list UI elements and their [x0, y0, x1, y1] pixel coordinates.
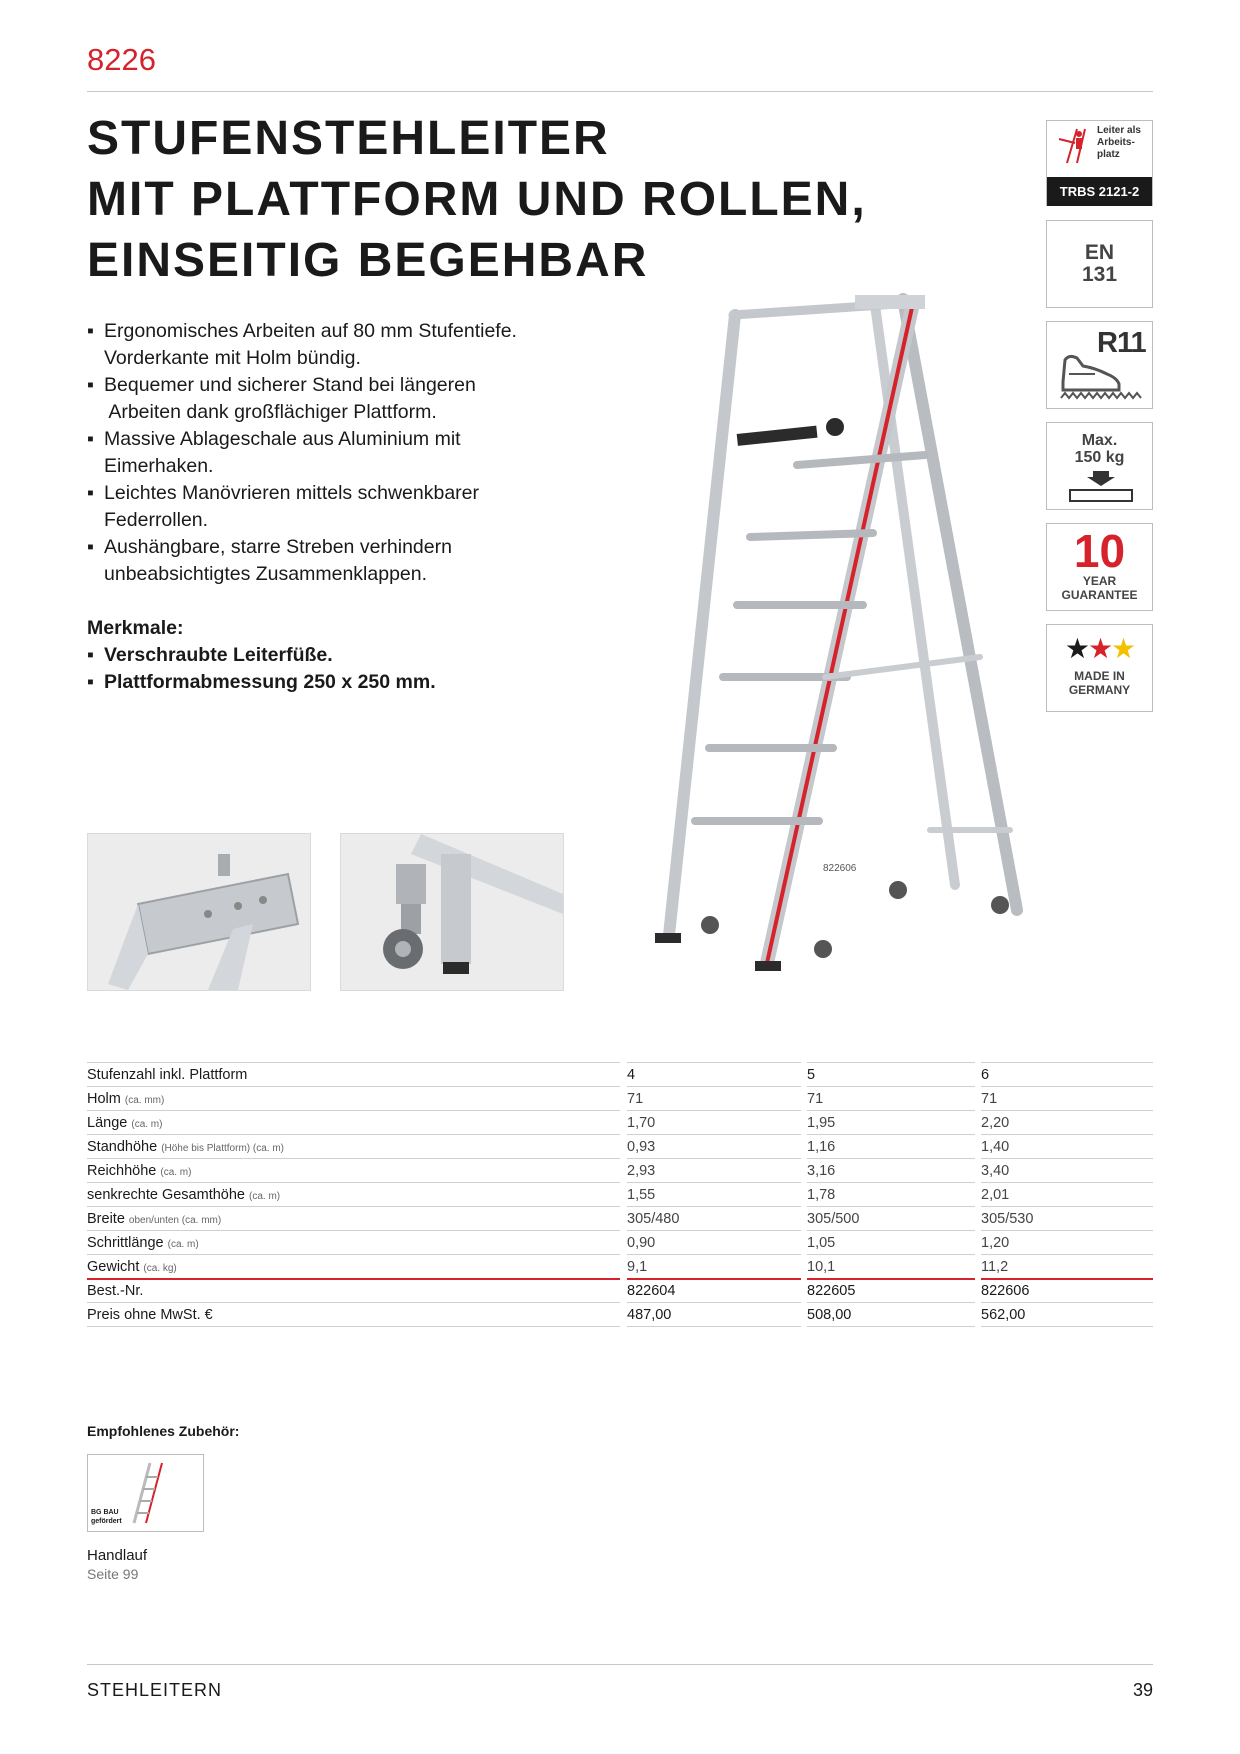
table-line	[981, 1110, 1153, 1111]
bg-bau-text: gefördert	[91, 1518, 122, 1525]
table-line	[87, 1182, 620, 1183]
table-row	[87, 1278, 1153, 1302]
cell-value: 71	[981, 1091, 998, 1107]
feature-text: Eimerhaken.	[104, 455, 214, 477]
cell-value: 10,1	[807, 1259, 836, 1275]
feature-text: unbeabsichtigtes Zusammenklappen.	[104, 563, 428, 585]
ladder-brand: HYMER	[807, 483, 826, 521]
unit-text: (ca. m)	[249, 1191, 281, 1202]
table-line	[981, 1134, 1153, 1135]
table-line	[627, 1230, 801, 1231]
cell-value: 11,2	[981, 1259, 1009, 1275]
trbs-label: TRBS 2121-2	[1047, 177, 1152, 206]
table-line	[627, 1158, 801, 1159]
guarantee-badge	[1046, 523, 1153, 611]
table-line	[981, 1206, 1153, 1207]
bullet: ▪	[87, 482, 94, 504]
price: 562,00	[981, 1307, 1026, 1323]
table-line	[981, 1182, 1153, 1183]
table-line	[627, 1182, 801, 1183]
label-text: Schrittlänge	[87, 1235, 164, 1251]
label-text: Best.-Nr.	[87, 1283, 144, 1299]
table-line	[807, 1278, 975, 1280]
product-image-label: 822606	[823, 863, 857, 874]
guarantee-years: 10	[1073, 525, 1126, 577]
row-label	[87, 1067, 247, 1083]
table-line	[807, 1230, 975, 1231]
feature-text: Massive Ablageschale aus Aluminium mit	[104, 428, 461, 450]
workplace-label	[1097, 125, 1141, 161]
cell-value: 1,55	[627, 1187, 656, 1203]
cell-value: 1,20	[981, 1235, 1010, 1251]
feature-text: Ergonomisches Arbeiten auf 80 mm Stufentiefe.	[104, 320, 517, 342]
workplace-badge	[1046, 120, 1153, 206]
bullet: ▪	[87, 320, 94, 342]
table-row	[87, 1230, 1153, 1254]
merkmale-heading: Merkmale:	[87, 617, 184, 639]
unit-text: (ca. kg)	[143, 1263, 177, 1274]
cell-value: 1,05	[807, 1235, 836, 1251]
page-number: 39	[1132, 1680, 1153, 1700]
table-line	[807, 1086, 975, 1087]
table-line	[87, 1206, 620, 1207]
table-line	[627, 1206, 801, 1207]
accessories-heading: Empfohlenes Zubehör:	[87, 1423, 240, 1439]
label-text: Breite	[87, 1211, 125, 1227]
row-label	[87, 1283, 143, 1299]
table-line	[87, 1230, 620, 1231]
bullet: ▪	[87, 644, 94, 666]
table-line	[981, 1254, 1153, 1255]
bg-bau-label	[91, 1508, 122, 1526]
table-line	[87, 1086, 620, 1087]
cell-value: 71	[807, 1091, 824, 1107]
table-line	[981, 1326, 1153, 1327]
unit-text: (ca. mm)	[124, 1095, 165, 1106]
bottom-divider	[87, 1664, 1153, 1665]
table-line	[807, 1206, 975, 1207]
star-icon: ★	[1111, 633, 1135, 664]
model-number: 8226	[87, 42, 156, 77]
cell-value: 305/500	[807, 1211, 860, 1227]
feature-text: Arbeiten dank großflächiger Plattform.	[104, 401, 437, 423]
merkmale-text: Plattformabmessung 250 x 250 mm.	[104, 671, 436, 693]
handlauf-thumbnail[interactable]	[87, 1454, 204, 1532]
row-label	[87, 1259, 177, 1275]
merkmale-text: Verschraubte Leiterfüße.	[104, 644, 333, 666]
safety-shoe-icon	[1055, 344, 1147, 406]
en131-badge	[1046, 220, 1153, 308]
platform-detail-image	[87, 833, 311, 991]
table-line	[627, 1134, 801, 1135]
merkmale-item	[87, 642, 436, 669]
table-line	[87, 1110, 620, 1111]
table-line	[981, 1302, 1153, 1303]
table-line	[87, 1326, 620, 1327]
workplace-label-line: platz	[1097, 149, 1120, 160]
feature-text: Bequemer und sicherer Stand bei längeren	[104, 374, 476, 396]
cell-value: 71	[627, 1091, 644, 1107]
table-line	[807, 1254, 975, 1255]
star-row	[1047, 635, 1152, 663]
table-row	[87, 1254, 1153, 1278]
platform-tray-illustration	[88, 834, 310, 990]
table-line	[87, 1158, 620, 1159]
table-line	[807, 1110, 975, 1111]
accessory-name: Handlauf	[87, 1547, 148, 1564]
cell-value: 305/530	[981, 1211, 1034, 1227]
castor-wheel-illustration	[341, 834, 563, 990]
table-line	[807, 1326, 975, 1327]
price: 508,00	[807, 1307, 852, 1323]
table-line	[981, 1086, 1153, 1087]
feature-text: Vorderkante mit Holm bündig.	[104, 347, 361, 369]
cell-value: 305/480	[627, 1211, 680, 1227]
en-label: EN	[1084, 241, 1115, 264]
merkmale-section	[87, 615, 436, 696]
max-label: Max.	[1081, 432, 1118, 449]
row-label	[87, 1139, 284, 1155]
table-line	[87, 1302, 620, 1303]
bullet: ▪	[87, 536, 94, 558]
accessory-page-ref[interactable]: Seite 99	[87, 1566, 139, 1582]
guarantee-label: YEAR	[1082, 574, 1117, 588]
germany-label: MADE IN	[1074, 669, 1125, 683]
cell-value: 0,90	[627, 1235, 656, 1251]
table-row	[87, 1158, 1153, 1182]
unit-text: (ca. m)	[167, 1239, 199, 1250]
unit-text: (ca. m)	[160, 1167, 192, 1178]
title-line-2: MIT PLATTFORM UND ROLLEN,	[87, 173, 867, 226]
label-text: Holm	[87, 1091, 121, 1107]
r11-badge	[1046, 321, 1153, 409]
order-number: 822605	[807, 1283, 856, 1299]
feature-text: Federrollen.	[104, 509, 209, 531]
r11-label: R11	[1097, 327, 1146, 359]
bullet: ▪	[87, 428, 94, 450]
title-line-3: EINSEITIG BEGEHBAR	[87, 234, 649, 287]
feature-item	[87, 480, 607, 534]
workplace-label-line: Arbeits-	[1097, 137, 1135, 148]
cell-value: 1,40	[981, 1139, 1010, 1155]
cell-value: 4	[627, 1067, 636, 1083]
max-load-badge	[1046, 422, 1153, 510]
feature-text: Leichtes Manövrieren mittels schwenkbarer	[104, 482, 479, 504]
title-line-1: STUFENSTEHLEITER	[87, 112, 610, 165]
cell-value: 2,93	[627, 1163, 656, 1179]
table-line	[627, 1302, 801, 1303]
feature-item	[87, 318, 607, 372]
row-label	[87, 1091, 164, 1107]
table-line	[627, 1086, 801, 1087]
table-line	[807, 1134, 975, 1135]
cell-value: 5	[807, 1067, 816, 1083]
label-text: senkrechte Gesamthöhe	[87, 1187, 245, 1203]
table-line	[87, 1278, 620, 1280]
table-line	[981, 1278, 1153, 1280]
table-line	[627, 1326, 801, 1327]
order-number: 822604	[627, 1283, 676, 1299]
row-label	[87, 1307, 213, 1323]
row-label	[87, 1163, 191, 1179]
star-icon: ★	[1064, 633, 1088, 664]
cell-value: 6	[981, 1067, 990, 1083]
table-line	[87, 1134, 620, 1135]
bg-bau-text: BG BAU	[91, 1509, 119, 1516]
cell-value: 0,93	[627, 1139, 656, 1155]
table-row	[87, 1062, 1153, 1086]
workplace-label-line: Leiter als	[1097, 125, 1141, 136]
row-label	[87, 1115, 162, 1131]
feature-list	[87, 318, 607, 588]
table-line	[807, 1182, 975, 1183]
table-line	[627, 1254, 801, 1255]
price: 487,00	[627, 1307, 672, 1323]
label-text: Gewicht	[87, 1259, 140, 1275]
product-title	[87, 108, 867, 291]
cell-value: 9,1	[627, 1259, 648, 1275]
table-line	[807, 1158, 975, 1159]
label-text: Reichhöhe	[87, 1163, 157, 1179]
unit-text: (ca. m)	[131, 1119, 163, 1130]
merkmale-item	[87, 669, 436, 696]
row-label	[87, 1187, 280, 1203]
table-line	[627, 1278, 801, 1280]
feature-item	[87, 372, 607, 426]
cell-value: 2,01	[981, 1187, 1010, 1203]
max-load-value: 150 kg	[1074, 449, 1125, 466]
feature-item	[87, 534, 607, 588]
feature-item	[87, 426, 607, 480]
cell-value: 1,70	[627, 1115, 656, 1131]
unit-text: oben/unten (ca. mm)	[128, 1215, 222, 1226]
ladder-worker-icon	[1055, 125, 1093, 165]
section-name: STEHLEITERN	[87, 1680, 223, 1700]
row-label	[87, 1235, 199, 1251]
castor-detail-image	[340, 833, 564, 991]
label-text: Standhöhe	[87, 1139, 158, 1155]
guarantee-label: GUARANTEE	[1061, 588, 1138, 602]
table-line	[981, 1158, 1153, 1159]
star-icon: ★	[1087, 633, 1112, 664]
bullet: ▪	[87, 671, 94, 693]
table-line	[807, 1302, 975, 1303]
handrail-icon	[128, 1461, 168, 1525]
top-divider	[87, 91, 1153, 92]
table-line	[87, 1254, 620, 1255]
load-arrow-icon	[1067, 471, 1135, 503]
label-text: Länge	[87, 1115, 128, 1131]
ladder-product-image	[655, 285, 1055, 985]
cell-value: 1,16	[807, 1139, 836, 1155]
table-line	[981, 1230, 1153, 1231]
table-row	[87, 1086, 1153, 1110]
cell-value: 2,20	[981, 1115, 1010, 1131]
table-row	[87, 1302, 1153, 1326]
made-in-germany-badge	[1046, 624, 1153, 712]
germany-label: GERMANY	[1068, 683, 1131, 697]
feature-text: Aushängbare, starre Streben verhindern	[104, 536, 452, 558]
table-line	[627, 1110, 801, 1111]
row-label	[87, 1211, 221, 1227]
order-number: 822606	[981, 1283, 1030, 1299]
table-row	[87, 1206, 1153, 1230]
cell-value: 1,95	[807, 1115, 836, 1131]
cell-value: 1,78	[807, 1187, 836, 1203]
table-row	[87, 1110, 1153, 1134]
label-text: Preis ohne MwSt. €	[87, 1307, 213, 1323]
table-row	[87, 1134, 1153, 1158]
cell-value: 3,40	[981, 1163, 1010, 1179]
label-text: Stufenzahl inkl. Plattform	[87, 1067, 248, 1083]
bullet: ▪	[87, 374, 94, 396]
table-row	[87, 1182, 1153, 1206]
unit-text: (Höhe bis Plattform) (ca. m)	[161, 1143, 284, 1154]
cell-value: 3,16	[807, 1163, 836, 1179]
en-number: 131	[1081, 263, 1118, 286]
